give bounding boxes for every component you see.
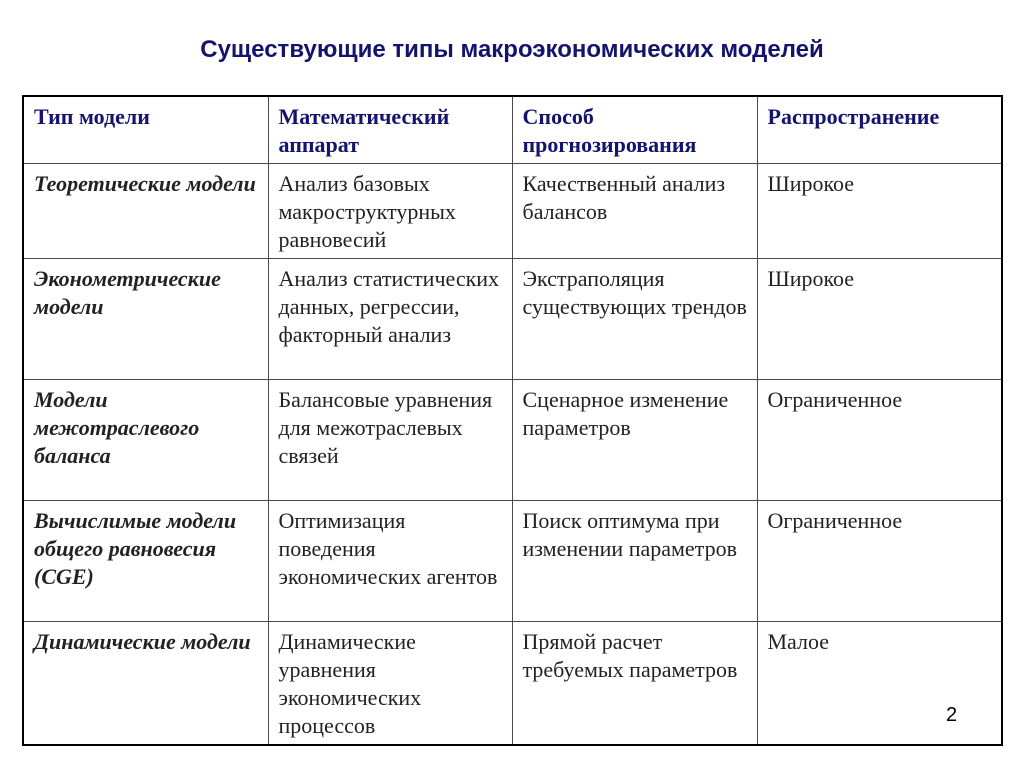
header-model-type: Тип модели	[23, 96, 268, 164]
forecast-method-cell: Прямой расчет требуемых параметров	[512, 622, 757, 746]
math-apparatus-cell: Анализ статистических данных, регрессии, факторный анализ	[268, 259, 512, 380]
header-forecast-method: Способ прогнозирования	[512, 96, 757, 164]
table-row	[23, 622, 1002, 746]
page-number: 2	[946, 704, 958, 726]
forecast-method-cell: Сценарное изменение параметров	[512, 380, 757, 501]
prevalence-cell: Ограниченное	[757, 380, 1002, 501]
page-title: Существующие типы макроэкономических моделей	[200, 36, 824, 63]
prevalence-cell: Ограниченное	[757, 501, 1002, 622]
math-apparatus-cell: Анализ базовых макроструктурных равновесий	[268, 164, 512, 259]
model-type-cell: Модели межотраслевого баланса	[23, 380, 268, 501]
model-type-cell: Теоретические модели	[23, 164, 268, 259]
prevalence-cell: Широкое	[757, 259, 1002, 380]
header-prevalence: Распространение	[757, 96, 1002, 164]
models-table	[22, 95, 1003, 746]
model-type-cell: Эконометрические модели	[23, 259, 268, 380]
math-apparatus-cell: Оптимизация поведения экономических агентов	[268, 501, 512, 622]
math-apparatus-cell: Динамические уравнения экономических процессов	[268, 622, 512, 746]
forecast-method-cell: Экстраполяция существующих трендов	[512, 259, 757, 380]
table-row	[23, 380, 1002, 501]
table-header-row	[23, 96, 1002, 164]
table-row	[23, 501, 1002, 622]
header-math-apparatus: Математический аппарат	[268, 96, 512, 164]
table-row	[23, 164, 1002, 259]
model-type-cell: Динамические модели	[23, 622, 268, 746]
prevalence-cell: Широкое	[757, 164, 1002, 259]
forecast-method-cell: Качественный анализ балансов	[512, 164, 757, 259]
model-type-cell: Вычислимые модели общего равновесия (CGE)	[23, 501, 268, 622]
prevalence-cell: Малое	[757, 622, 1002, 746]
table-row	[23, 259, 1002, 380]
forecast-method-cell: Поиск оптимума при изменении параметров	[512, 501, 757, 622]
math-apparatus-cell: Балансовые уравнения для межотраслевых связей	[268, 380, 512, 501]
